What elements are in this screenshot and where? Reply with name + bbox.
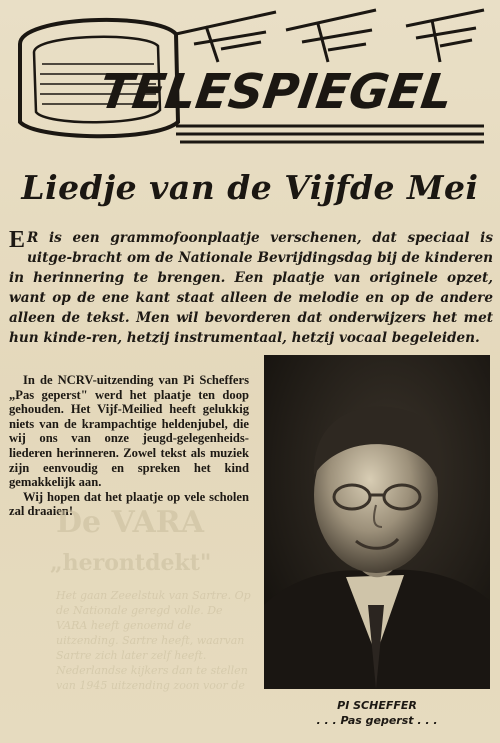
masthead-title: TELESPIEGEL xyxy=(96,64,457,120)
drop-cap: E xyxy=(9,227,26,253)
body-paragraph: In de NCRV-uitzending van Pi Scheffers „Pas geperst" werd het plaatje ten doop gehouden. Het Vijf-Meilied heeft gelukkig niets van de krampachtige heldenjubel, die wij ons van onze jeugd-gelegenheids-liederen herinneren. Zowel tekst als muziek zijn eenvoudig en spreken het kind gemakkelijk aan. xyxy=(9,373,249,490)
body-paragraph: Wij hopen dat het plaatje op vele scholen zal draaien! xyxy=(9,489,249,519)
show-through-heading: De VARA xyxy=(56,505,204,540)
show-through-text xyxy=(50,505,256,693)
caption-text: . . . Pas geperst . . . xyxy=(316,714,438,727)
portrait-photo xyxy=(264,355,490,689)
article-body xyxy=(9,373,249,519)
intro-text: R is een grammofoonplaatje verschenen, dat speciaal is uitge-bracht om de Nationale Bevrijdingsdag bij de kinderen in herinnering te brengen. Een plaatje van originele opzet, want op de ene kant staat alleen de melodie en op de andere alleen de tekst. Men wil bevorderen dat onderwijzers het met hun kinde-ren, hetzij instrumentaal, hetzij vocaal begeleiden. xyxy=(9,230,493,346)
caption-name: PI SCHEFFER xyxy=(337,699,417,712)
photo-caption xyxy=(264,698,490,728)
show-through-subheading: „herontdekt" xyxy=(50,550,212,576)
article-headline: Liedje van de Vijfde Mei xyxy=(21,168,479,207)
show-through-paragraph: Het gaan Zeeelstuk van Sartre. Op de Nationale geregd volle. De VARA heeft genoemd de uitzending. Sartre heeft, waarvan Sartre zich later zelf heeft. Nederlandse kijkers dan te stellen van 1945 uitzending zoon voor de xyxy=(56,589,251,692)
masthead xyxy=(6,4,494,154)
article-intro xyxy=(9,228,493,348)
portrait-image xyxy=(264,355,490,689)
